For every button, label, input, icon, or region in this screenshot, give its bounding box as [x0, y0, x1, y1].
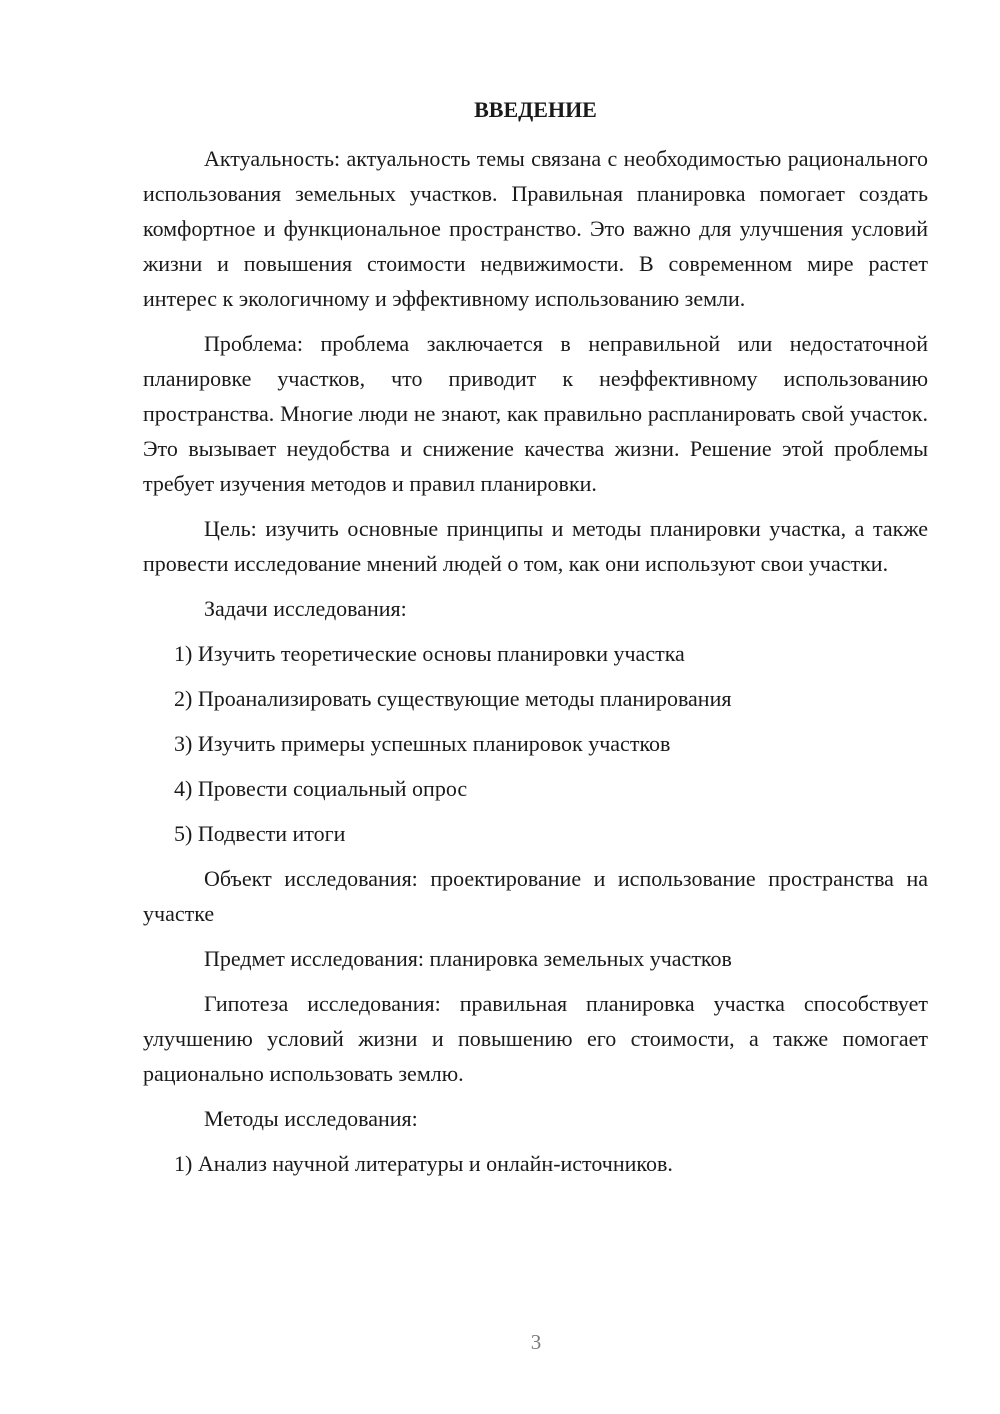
page-title: ВВЕДЕНИЕ [474, 97, 597, 122]
document-page [143, 92, 928, 1191]
tasks-heading: Задачи исследования: [204, 596, 407, 621]
list-item: 1) Анализ научной литературы и онлайн-источников. [174, 1151, 673, 1176]
paragraph-subject: Предмет исследования: планировка земельных участков [204, 946, 732, 971]
list-item: 1) Изучить теоретические основы планировки участка [174, 641, 685, 666]
paragraph-object: Объект исследования: проектирование и использование пространства на участке [143, 866, 928, 926]
paragraph-relevance: Актуальность: актуальность темы связана с необходимостью рационального использования земельных участков. Правильная планировка помогает создать комфортное и функциональное пространство. Это важно для улучшения условий жизни и повышения стоимости недвижимости. В современном мире растет интерес к экологичному и эффективному использованию земли. [143, 146, 928, 311]
methods-list [143, 1146, 928, 1181]
tasks-list [143, 636, 928, 851]
paragraph-hypothesis: Гипотеза исследования: правильная планировка участка способствует улучшению условий жизни и повышению его стоимости, а также помогает рационально использовать землю. [143, 991, 928, 1086]
list-item: 3) Изучить примеры успешных планировок участков [174, 731, 671, 756]
list-item: 2) Проанализировать существующие методы планирования [174, 686, 732, 711]
methods-heading: Методы исследования: [204, 1106, 418, 1131]
list-item: 5) Подвести итоги [174, 821, 346, 846]
paragraph-problem: Проблема: проблема заключается в неправильной или недостаточной планировке участков, что приводит к неэффективному использованию пространства. Многие люди не знают, как правильно распланировать свой участок. Это вызывает неудобства и снижение качества жизни. Решение этой проблемы требует изучения методов и правил планировки. [143, 331, 928, 496]
paragraph-goal: Цель: изучить основные принципы и методы планировки участка, а также провести исследование мнений людей о том, как они используют свои участки. [143, 516, 928, 576]
list-item: 4) Провести социальный опрос [174, 776, 468, 801]
page-number: 3 [530, 1330, 542, 1354]
